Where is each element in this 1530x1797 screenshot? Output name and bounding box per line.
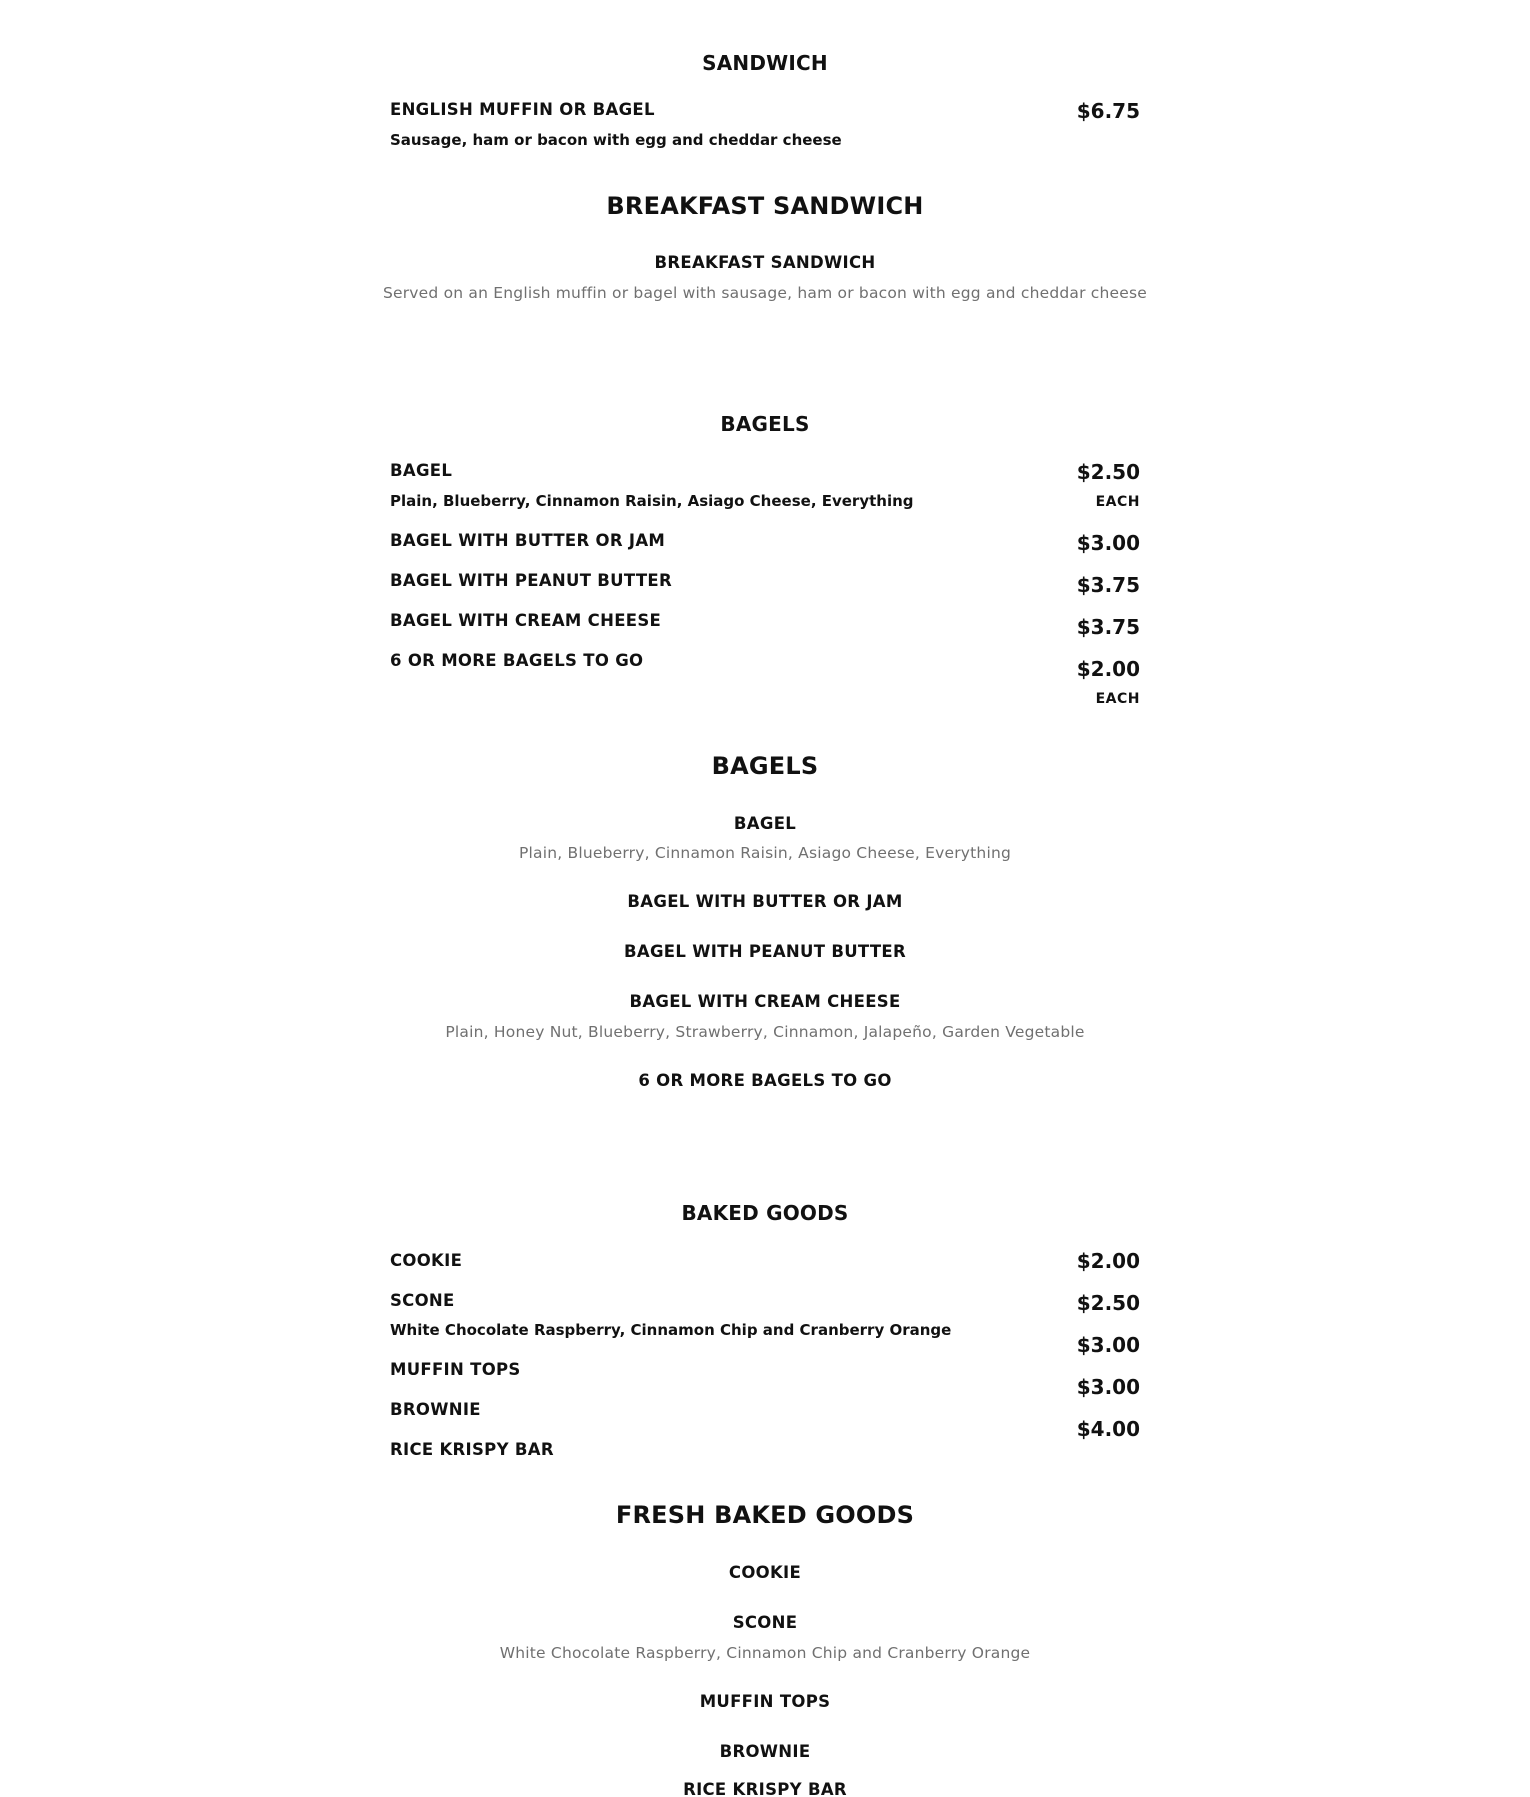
menu-item-name: BAGEL WITH CREAM CHEESE bbox=[629, 992, 901, 1011]
menu-item-name: BAGEL WITH BUTTER OR JAM bbox=[627, 892, 903, 911]
section-title-fresh-baked-goods: FRESH BAKED GOODS bbox=[615, 1501, 915, 1529]
menu-item-price: $3.75 bbox=[1076, 573, 1140, 597]
menu-item-name: BROWNIE bbox=[390, 1400, 481, 1419]
menu-item-price: $3.00 bbox=[1076, 1333, 1140, 1357]
menu-item-price: $3.00 bbox=[1076, 531, 1140, 555]
menu-item-price: $3.00 bbox=[1076, 1375, 1140, 1399]
menu-item-price: $3.75 bbox=[1076, 615, 1140, 639]
menu-item-name: BREAKFAST SANDWICH bbox=[654, 253, 876, 272]
menu-item-description: Plain, Blueberry, Cinnamon Raisin, Asiago Cheese, Everything bbox=[518, 844, 1012, 862]
menu-item-price: $2.00 bbox=[1076, 657, 1140, 681]
section-title-bagels: BAGELS bbox=[720, 412, 810, 436]
section-title-bagels: BAGELS bbox=[711, 752, 819, 780]
menu-item-name: SCONE bbox=[732, 1613, 798, 1632]
menu-item-name: SCONE bbox=[390, 1291, 455, 1310]
menu-item-price: $6.75 bbox=[1076, 99, 1140, 123]
menu-item-description: White Chocolate Raspberry, Cinnamon Chip and Cranberry Orange bbox=[499, 1644, 1031, 1662]
menu-item-name: MUFFIN TOPS bbox=[390, 1360, 521, 1379]
menu-item-name: BAGEL WITH PEANUT BUTTER bbox=[624, 942, 906, 961]
menu-item-price: $2.50 bbox=[1076, 460, 1140, 484]
price-unit: EACH bbox=[1095, 494, 1140, 510]
menu-item-price: $2.50 bbox=[1076, 1291, 1140, 1315]
menu-item-name: BAGEL WITH BUTTER OR JAM bbox=[390, 531, 666, 550]
menu-item-description: White Chocolate Raspberry, Cinnamon Chip and Cranberry Orange bbox=[390, 1321, 952, 1339]
menu-item-name: RICE KRISPY BAR bbox=[390, 1440, 554, 1459]
menu-item-name: ENGLISH MUFFIN OR BAGEL bbox=[390, 100, 655, 119]
menu-item-name: COOKIE bbox=[390, 1251, 463, 1270]
section-title-sandwich: SANDWICH bbox=[702, 51, 828, 75]
menu-item-price: $2.00 bbox=[1076, 1249, 1140, 1273]
menu-item-name: BAGEL WITH CREAM CHEESE bbox=[390, 611, 662, 630]
menu-item-name: BAGEL WITH PEANUT BUTTER bbox=[390, 571, 672, 590]
menu-item-name: BAGEL bbox=[390, 461, 453, 480]
menu-item-name: COOKIE bbox=[728, 1563, 802, 1582]
menu-item-description: Served on an English muffin or bagel with sausage, ham or bacon with egg and cheddar cheese bbox=[382, 284, 1148, 302]
section-title-breakfast-sandwich: BREAKFAST SANDWICH bbox=[606, 192, 924, 220]
menu-item-name: 6 OR MORE BAGELS TO GO bbox=[390, 651, 644, 670]
menu-item-name: BROWNIE bbox=[719, 1742, 811, 1761]
section-title-baked-goods: BAKED GOODS bbox=[681, 1201, 849, 1225]
menu-item-description: Sausage, ham or bacon with egg and cheddar cheese bbox=[390, 131, 842, 149]
menu-item-price: $4.00 bbox=[1076, 1417, 1140, 1441]
menu-item-name: BAGEL bbox=[733, 814, 797, 833]
menu-item-description: Plain, Blueberry, Cinnamon Raisin, Asiago Cheese, Everything bbox=[390, 492, 914, 510]
menu-item-name: MUFFIN TOPS bbox=[699, 1692, 831, 1711]
price-unit: EACH bbox=[1095, 691, 1140, 707]
menu-item-name: RICE KRISPY BAR bbox=[683, 1780, 847, 1797]
menu-item-description: Plain, Honey Nut, Blueberry, Strawberry, Cinnamon, Jalapeño, Garden Vegetable bbox=[445, 1023, 1085, 1041]
menu-item-name: 6 OR MORE BAGELS TO GO bbox=[638, 1071, 892, 1090]
